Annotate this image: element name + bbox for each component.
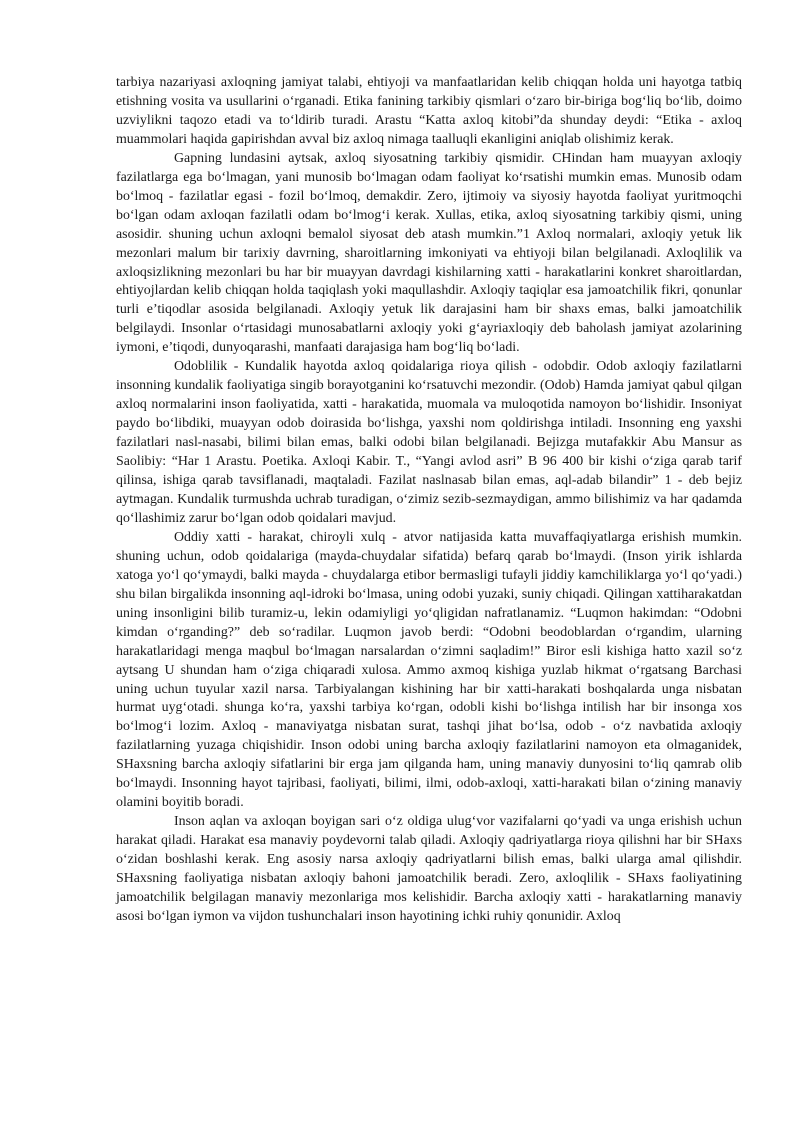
document-page bbox=[116, 74, 742, 927]
paragraph-2: Gapning lundasini aytsak, axloq siyosatning tarkibiy qismidir. CHindan ham muayyan axloqiy fazilatlarga ega bo‘lmagan, yani munosib bo‘lmagan odam faoliyat ko‘rsatishi mumkin emas. Munosib odam bo‘lmoq - fazilatlar egasi - fozil bo‘lmoq, demakdir. Zero, ijtimoiy va siyosiy hayotda faoliyat yuritmoqchi bo‘lgan odam axloqan fazilatli odam bo‘lmog‘i kerak. Xullas, etika, axloq siyosatning tarkibiy qismi, uning asosidir. shuning uchun axloqni bemalol siyosat deb atash mumkin.”1 Axloq normalari, axloqiy yetuk lik mezonlari malum bir tarixiy davrning, sharoitlarning imkoniyati va ehtiyoji bilan belgilanadi. Axloqlilik va axloqsizlikning mezonlari bu har bir muayyan davrdagi kishilarning xatti - harakatlarini konkret sharoitlardan, ehtiyojlardan kelib chiqqan holda taqiqlash yoki maqullashdir. Axloqiy taqiqlar esa jamoatchilik fikri, qonunlar turli e’tiqodlar asosida belgilanadi. Axloqiy yetuk lik darajasini ham bir shaxs emas, balki jamoatchilik belgilaydi. Insonlar o‘rtasidagi munosabatlarni axloqiy yoki g‘ayriaxloqiy deb baholash jamiyat azolarining iymoni, e’tiqodi, dunyoqarashi, manfaati darajasiga ham bog‘liq bo‘ladi. bbox=[116, 150, 742, 356]
paragraph-1: tarbiya nazariyasi axloqning jamiyat talabi, ehtiyoji va manfaatlaridan kelib chiqqan holda uni hayotga tatbiq etishning vosita va usullarini o‘rganadi. Etika fanining tarkibiy qismlari o‘zaro bir-biriga bog‘liq bo‘lib, doimo uzviylikni taqozo etadi va to‘ldirib turadi. Arastu “Katta axloq kitobi”da shunday deydi: “Etika - axloq muammolari haqida gapirishdan avval biz axloq nimaga taalluqli ekanligini aniqlab olishimiz kerak. bbox=[116, 75, 742, 147]
paragraph-5: Inson aqlan va axloqan boyigan sari o‘z oldiga ulug‘vor vazifalarni qo‘yadi va unga erishish uchun harakat qiladi. Harakat esa manaviy poydevorni talab qiladi. Axloqiy qadriyatlarga rioya qilishni har bir SHaxs o‘zidan boshlashi kerak. Eng asosiy narsa axloqiy qadriyatlarni bilish emas, balki ularga amal qilishdir. SHaxsning faoliyatiga nisbatan axloqiy bahoni jamoatchilik beradi. Zero, axloqlilik - SHaxs faoliyatining jamoatchilik belgilagan manaviy mezonlariga mos kelishidir. Barcha axloqiy xatti - harakatlarning manaviy asosi bo‘lgan iymon va vijdon tushunchalari inson hayotining ichki ruhiy qonunidir. Axloq bbox=[116, 814, 742, 924]
paragraph-4: Oddiy xatti - harakat, chiroyli xulq - atvor natijasida katta muvaffaqiyatlarga erishish mumkin. shuning uchun, odob qoidalariga (mayda-chuydalar sifatida) befarq qarab bo‘lmaydi. (Inson yirik ishlarda xatoga yo‘l qo‘ymaydi, balki mayda - chuydalarga etibor bermasligi tufayli jiddiy kamchiliklarga yo‘l qo‘yadi.) shu bilan birgalikda insonning aql-idroki bo‘lmasa, uning odobi yuzaki, suniy chiqadi. Qilingan xattiharakatdan uning insonligini bilib turamiz-u, lekin odamiyligi yo‘qligidan nafratlanamiz. “Luqmon hakimdan: “Odobni kimdan o‘rganding?” deb so‘radilar. Luqmon javob berdi: “Odobni beodoblardan o‘rgandim, ularning harakatlaridagi menga maqbul bo‘lmagan narsalardan o‘zimni saqladim!” Biror esli kishiga hatto xazil so‘z aytsang U shundan ham o‘ziga chiqaradi xulosa. Ammo axmoq kishiga yuzlab hikmat o‘rgatsang Barchasi uning uchun tuyular xazil narsa. Tarbiyalangan kishining har bir xatti-harakati boshqalarda unga nisbatan hurmat uyg‘otadi. shunga ko‘ra, yaxshi tarbiya ko‘rgan, odobli kishi bo‘lishga intilish har bir insonga xos bo‘lmog‘i lozim. Axloq - manaviyatga nisbatan surat, tashqi jihat bo‘lsa, odob - o‘z navbatida axloqiy fazilatlarning yuzaga chiqishidir. Inson odobi uning barcha axloqiy fazilatlarini namoyon eta olmaganidek, SHaxsning barcha axloqiy sifatlarini bir erga jam qilganda ham, uning manaviy dunyosini to‘liq qamrab olib bo‘lmaydi. Insonning hayot tajribasi, faoliyati, bilimi, ilmi, odob-axloqi, xatti-harakati bilan o‘zining manaviy olamini boyitib boradi. bbox=[116, 529, 742, 811]
paragraph-3: Odoblilik - Kundalik hayotda axloq qoidalariga rioya qilish - odobdir. Odob axloqiy fazilatlarni insonning kundalik faoliyatiga singib borayotganini ko‘rsatuvchi mezondir. (Odob) Hamda jamiyat qabul qilgan axloq normalarini inson faoliyatida, xatti - harakatida, muomala va muloqotida namoyon bo‘lishidir. Insoniyat paydo bo‘libdiki, muayyan odob doirasida bo‘lishga, yaxshi nom qoldirishga intiladi. Insonning eng yaxshi fazilatlari nasl-nasabi, bilimi bilan emas, balki odobi bilan belgilanadi. Bejizga mutafakkir Abu Mansur as Saolibiy: “Har 1 Arastu. Poetika. Axloqi Kabir. T., “Yangi avlod asri” B 96 400 bir kishi o‘ziga qarab tarif qilinsa, ishiga qarab tavsiflanadi, maqtaladi. Fazilat naslnasab bilan emas, aql-adab bilandir” 1 - deb bejiz aytmagan. Kundalik turmushda uchrab turadigan, o‘zimiz sezib-sezmaydigan, ammo bilishimiz va har qadamda qo‘llashimiz zarur bo‘lgan odob qoidalari mavjud. bbox=[116, 359, 742, 526]
